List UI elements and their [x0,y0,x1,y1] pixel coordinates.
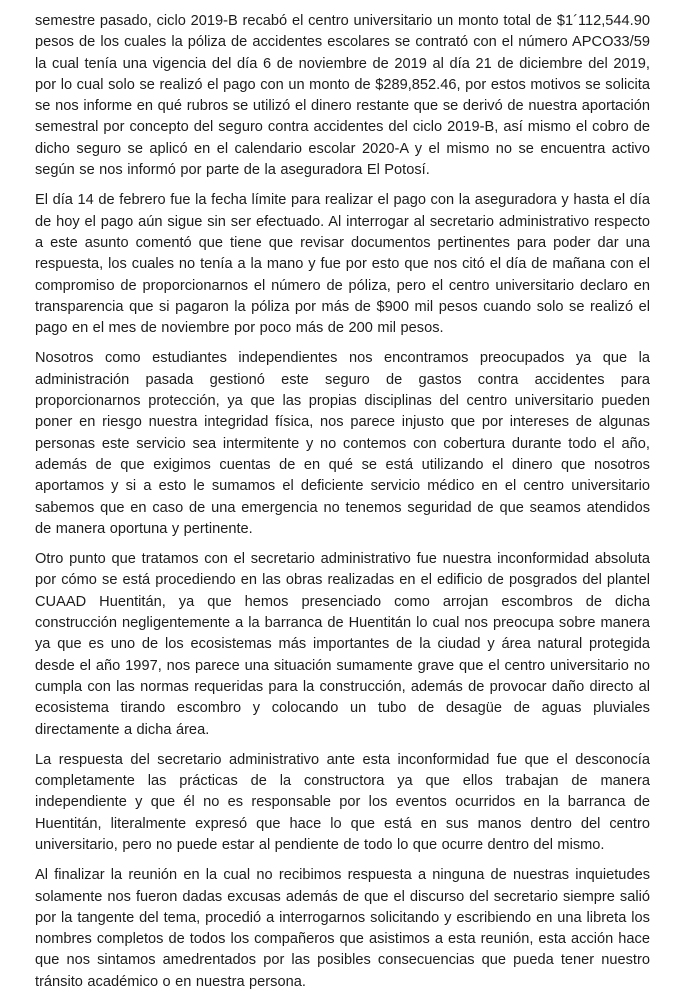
paragraph-construction-complaint: Otro punto que tratamos con el secretario administrativo fue nuestra inconformidad absoluta por cómo se está procediendo en las obras realizadas en el edificio de posgrados del plantel CUAAD Huentitán, ya que hemos presenciado como arrojan escombros de dicha construcción negligentemente a la barranca de Huentitán lo cual nos preocupa sobre manera ya que es uno de los ecosistemas más importantes de la ciudad y área natural protegida desde el año 1997, nos parece una situación sumamente grave que el centro universitario no cumpla con las normas requeridas para la construcción, además de provocar daño directo al ecosistema tirando escombro y colocando un tubo de desagüe de aguas pluviales directamente a dicha área. [35,551,650,738]
paragraph-secretary-response: La respuesta del secretario administrativo ante esta inconformidad fue que el desconocía completamente las prácticas de la constructora ya que ellos trabajan de manera independiente y que él no es responsable por los eventos ocurridos en la barranca de Huentitán, literalmente expresó que hace lo que está en sus manos dentro del centro universitario, pero no puede estar al pendiente de todo lo que ocurre dentro del mismo. [35,751,650,853]
paragraph-students-concern: Nosotros como estudiantes independientes nos encontramos preocupados ya que la administración pasada gestionó este seguro de gastos contra accidentes para proporcionarnos protección, ya que las propias disciplinas del centro universitario pueden poner en riesgo nuestra integridad física, nos parece injusto que por intereses de algunas personas este servicio sea intermitente y no contemos con cobertura durante todo el año, además de que exigimos cuentas de en qué se está utilizando el dinero que nosotros aportamos y si a esto le sumamos el deficiente servicio médico en el centro universitario sabemos que en caso de una emergencia no tenemos seguridad de que seamos atendidos de manera oportuna y pertinente. [35,350,650,537]
paragraph-meeting-conclusion: Al finalizar la reunión en la cual no recibimos respuesta a ninguna de nuestras inquietudes solamente nos fueron dadas excusas además de que el discurso del secretario siempre salió por la tangente del tema, procedió a interrogarnos solicitando y escribiendo en una libreta los nombres completos de todos los compañeros que asistimos a esta reunión, esta acción hace que nos sintamos amedrentados por las posibles consecuencias que pueda tener nuestro tránsito académico o en nuestra persona. [35,867,650,990]
paragraph-insurance-amounts: semestre pasado, ciclo 2019-B recabó el centro universitario un monto total de $1´112,544.90 pesos de los cuales la póliza de accidentes escolares se contrató con el número APCO33/59 la cual tenía una vigencia del día 6 de noviembre de 2019 al día 21 de diciembre del 2019, por lo cual solo se realizó el pago con un monto de $289,852.46, por estos motivos se solicita se nos informe en qué rubros se utilizó el dinero restante que se derivó de nuestra aportación semestral por concepto del seguro contra accidentes del ciclo 2019-B, así mismo el cobro de dicho seguro se aplicó en el calendario escolar 2020-A y el mismo no se encuentra activo según se nos informó por parte de la aseguradora El Potosí. [35,13,650,179]
paragraph-payment-deadline: El día 14 de febrero fue la fecha límite para realizar el pago con la aseguradora y hasta el día de hoy el pago aún sigue sin ser efectuado. Al interrogar al secretario administrativo respecto a este asunto comentó que tiene que revisar documentos pertinentes para poder dar una respuesta, los cuales no tenía a la mano y fue por esto que nos citó el día de mañana con el compromiso de proporcionarnos el número de póliza, pero el centro universitario declaro en transparencia que si pagaron la póliza por más de $900 mil pesos cuando solo se realizó el pago en el mes de noviembre por poco más de 200 mil pesos. [35,192,650,337]
document-body [35,11,650,993]
